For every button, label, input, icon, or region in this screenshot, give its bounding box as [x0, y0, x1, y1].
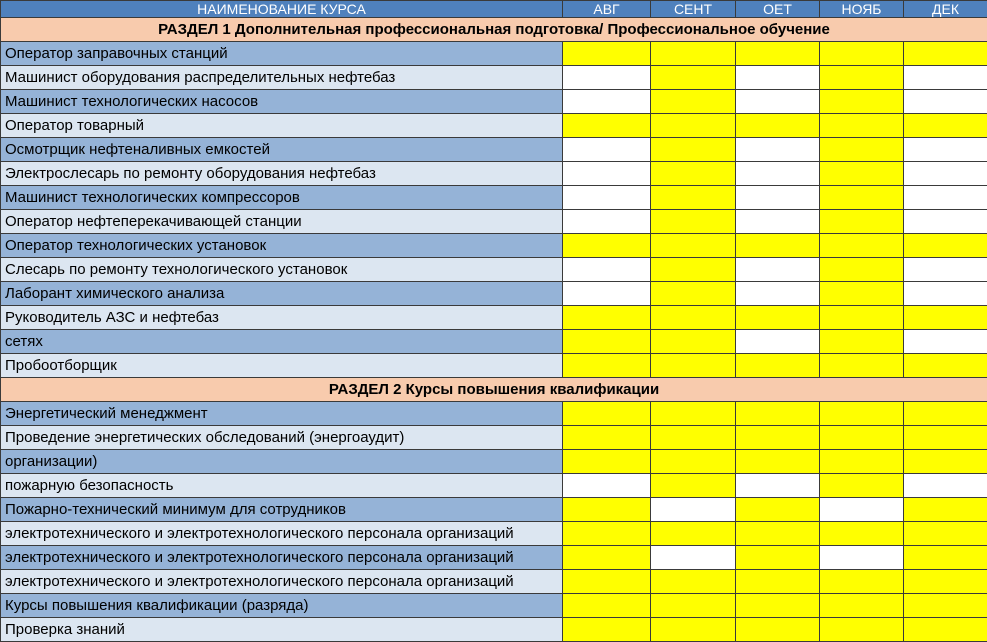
month-header-dec: ДЕК: [904, 1, 987, 18]
month-cell-scheduled: [904, 234, 987, 258]
month-cell-scheduled: [904, 522, 987, 546]
month-cell-empty: [904, 474, 987, 498]
month-cell-scheduled: [820, 186, 904, 210]
month-cell-scheduled: [904, 498, 987, 522]
course-row: [1, 354, 987, 378]
month-cell-empty: [736, 66, 820, 90]
course-row: [1, 282, 987, 306]
month-cell-scheduled: [563, 234, 651, 258]
month-cell-scheduled: [820, 594, 904, 618]
month-cell-scheduled: [563, 306, 651, 330]
course-name-cell: Курсы повышения квалификации (разряда): [1, 594, 563, 618]
month-cell-empty: [736, 282, 820, 306]
month-header-sep: СЕНТ: [651, 1, 736, 18]
course-row: [1, 522, 987, 546]
month-cell-empty: [736, 162, 820, 186]
month-cell-scheduled: [651, 402, 736, 426]
schedule-body: [1, 18, 987, 642]
month-cell-scheduled: [820, 282, 904, 306]
month-cell-scheduled: [736, 306, 820, 330]
month-cell-scheduled: [820, 234, 904, 258]
month-header-nov: НОЯБ: [820, 1, 904, 18]
course-name-cell: Машинист технологических компрессоров: [1, 186, 563, 210]
month-cell-scheduled: [651, 450, 736, 474]
month-cell-scheduled: [904, 570, 987, 594]
month-cell-scheduled: [563, 618, 651, 642]
course-name-cell: Проверка знаний: [1, 618, 563, 642]
month-cell-empty: [563, 186, 651, 210]
month-cell-scheduled: [820, 522, 904, 546]
month-cell-scheduled: [651, 354, 736, 378]
month-cell-scheduled: [651, 570, 736, 594]
course-name-cell: Машинист технологических насосов: [1, 90, 563, 114]
month-cell-scheduled: [820, 66, 904, 90]
month-cell-scheduled: [820, 90, 904, 114]
month-cell-empty: [904, 90, 987, 114]
month-cell-scheduled: [651, 234, 736, 258]
month-cell-empty: [563, 282, 651, 306]
section-title: РАЗДЕЛ 1 Дополнительная профессиональная подготовка/ Профессиональное обучение: [1, 18, 987, 42]
course-row: [1, 402, 987, 426]
course-row: [1, 450, 987, 474]
month-cell-scheduled: [651, 162, 736, 186]
month-cell-scheduled: [651, 114, 736, 138]
month-cell-scheduled: [904, 354, 987, 378]
month-cell-scheduled: [820, 306, 904, 330]
month-cell-scheduled: [904, 42, 987, 66]
month-cell-scheduled: [820, 330, 904, 354]
month-cell-empty: [904, 210, 987, 234]
month-cell-scheduled: [651, 66, 736, 90]
month-cell-empty: [736, 90, 820, 114]
month-cell-scheduled: [820, 210, 904, 234]
month-cell-scheduled: [563, 42, 651, 66]
course-name-cell: пожарную безопасность: [1, 474, 563, 498]
month-cell-scheduled: [563, 114, 651, 138]
course-name-cell: электротехнического и электротехнологического персонала организаций: [1, 570, 563, 594]
month-cell-scheduled: [820, 450, 904, 474]
month-cell-empty: [563, 474, 651, 498]
course-name-cell: Пожарно-технический минимум для сотрудников: [1, 498, 563, 522]
month-cell-scheduled: [820, 162, 904, 186]
course-name-cell: Слесарь по ремонту технологического установок: [1, 258, 563, 282]
month-cell-scheduled: [563, 498, 651, 522]
month-cell-scheduled: [736, 618, 820, 642]
month-cell-scheduled: [820, 42, 904, 66]
month-cell-scheduled: [651, 138, 736, 162]
course-row: [1, 546, 987, 570]
month-cell-scheduled: [651, 210, 736, 234]
course-name-cell: сетях: [1, 330, 563, 354]
month-cell-empty: [651, 546, 736, 570]
month-cell-scheduled: [736, 42, 820, 66]
month-cell-scheduled: [820, 258, 904, 282]
month-cell-scheduled: [736, 546, 820, 570]
month-cell-scheduled: [820, 114, 904, 138]
month-cell-scheduled: [651, 522, 736, 546]
course-row: [1, 426, 987, 450]
month-cell-scheduled: [651, 42, 736, 66]
course-row: [1, 306, 987, 330]
month-cell-empty: [736, 330, 820, 354]
month-cell-scheduled: [904, 618, 987, 642]
course-name-cell: Оператор заправочных станций: [1, 42, 563, 66]
course-row: [1, 66, 987, 90]
course-row: [1, 42, 987, 66]
month-cell-empty: [736, 210, 820, 234]
month-header-oct: ОЕТ: [736, 1, 820, 18]
month-cell-scheduled: [820, 138, 904, 162]
course-name-cell: Оператор технологических установок: [1, 234, 563, 258]
month-cell-scheduled: [651, 618, 736, 642]
course-row: [1, 498, 987, 522]
month-cell-scheduled: [736, 354, 820, 378]
month-cell-scheduled: [904, 426, 987, 450]
course-row: [1, 474, 987, 498]
month-cell-empty: [736, 258, 820, 282]
month-cell-scheduled: [904, 402, 987, 426]
course-row: [1, 594, 987, 618]
course-name-cell: электротехнического и электротехнологического персонала организаций: [1, 546, 563, 570]
section-title: РАЗДЕЛ 2 Курсы повышения квалификации: [1, 378, 987, 402]
month-cell-scheduled: [736, 498, 820, 522]
course-row: [1, 258, 987, 282]
month-cell-scheduled: [563, 522, 651, 546]
month-cell-empty: [563, 90, 651, 114]
month-cell-scheduled: [651, 258, 736, 282]
month-cell-empty: [904, 138, 987, 162]
month-cell-empty: [651, 498, 736, 522]
course-name-cell: Оператор товарный: [1, 114, 563, 138]
month-cell-empty: [904, 186, 987, 210]
month-cell-scheduled: [820, 570, 904, 594]
month-cell-scheduled: [563, 546, 651, 570]
month-cell-scheduled: [651, 282, 736, 306]
course-row: [1, 330, 987, 354]
course-row: [1, 162, 987, 186]
month-cell-scheduled: [736, 234, 820, 258]
month-cell-scheduled: [736, 594, 820, 618]
month-cell-empty: [736, 138, 820, 162]
month-cell-scheduled: [736, 522, 820, 546]
month-cell-scheduled: [820, 402, 904, 426]
month-cell-scheduled: [736, 570, 820, 594]
month-cell-scheduled: [736, 402, 820, 426]
month-cell-scheduled: [563, 426, 651, 450]
course-name-cell: Проведение энергетических обследований (энергоаудит): [1, 426, 563, 450]
course-name-cell: Оператор нефтеперекачивающей станции: [1, 210, 563, 234]
course-row: [1, 114, 987, 138]
month-cell-empty: [904, 162, 987, 186]
month-cell-scheduled: [563, 402, 651, 426]
month-cell-empty: [563, 210, 651, 234]
month-cell-scheduled: [651, 426, 736, 450]
course-row: [1, 210, 987, 234]
section-header-row: [1, 18, 987, 42]
course-name-cell: организации): [1, 450, 563, 474]
course-row: [1, 570, 987, 594]
month-cell-empty: [904, 258, 987, 282]
month-cell-scheduled: [736, 114, 820, 138]
month-cell-scheduled: [820, 354, 904, 378]
course-name-cell: Машинист оборудования распределительных нефтебаз: [1, 66, 563, 90]
course-row: [1, 618, 987, 642]
month-cell-scheduled: [651, 594, 736, 618]
month-header-aug: АВГ: [563, 1, 651, 18]
month-cell-scheduled: [904, 114, 987, 138]
month-cell-empty: [563, 258, 651, 282]
month-cell-scheduled: [904, 594, 987, 618]
course-name-cell: Лаборант химического анализа: [1, 282, 563, 306]
month-cell-scheduled: [820, 474, 904, 498]
month-cell-empty: [820, 546, 904, 570]
course-row: [1, 186, 987, 210]
course-name-header: НАИМЕНОВАНИЕ КУРСА: [1, 1, 563, 18]
month-cell-scheduled: [563, 330, 651, 354]
month-cell-scheduled: [651, 474, 736, 498]
month-cell-scheduled: [820, 426, 904, 450]
month-cell-scheduled: [563, 450, 651, 474]
course-name-cell: Пробоотборщик: [1, 354, 563, 378]
course-name-cell: Электрослесарь по ремонту оборудования нефтебаз: [1, 162, 563, 186]
month-cell-scheduled: [651, 186, 736, 210]
month-cell-scheduled: [651, 90, 736, 114]
course-row: [1, 90, 987, 114]
month-cell-scheduled: [904, 546, 987, 570]
month-cell-scheduled: [904, 450, 987, 474]
month-cell-empty: [563, 162, 651, 186]
month-cell-empty: [736, 186, 820, 210]
header-row: [1, 1, 987, 18]
course-name-cell: Осмотрщик нефтеналивных емкостей: [1, 138, 563, 162]
month-cell-scheduled: [736, 426, 820, 450]
month-cell-empty: [736, 474, 820, 498]
course-row: [1, 234, 987, 258]
month-cell-empty: [563, 138, 651, 162]
course-name-cell: электротехнического и электротехнологического персонала организаций: [1, 522, 563, 546]
month-cell-scheduled: [820, 618, 904, 642]
month-cell-empty: [904, 282, 987, 306]
month-cell-scheduled: [904, 306, 987, 330]
section-header-row: [1, 378, 987, 402]
month-cell-scheduled: [563, 354, 651, 378]
month-cell-scheduled: [563, 594, 651, 618]
course-name-cell: Энергетический менеджмент: [1, 402, 563, 426]
month-cell-scheduled: [651, 306, 736, 330]
month-cell-empty: [563, 66, 651, 90]
course-row: [1, 138, 987, 162]
month-cell-empty: [904, 66, 987, 90]
month-cell-scheduled: [563, 570, 651, 594]
month-cell-empty: [904, 330, 987, 354]
month-cell-empty: [820, 498, 904, 522]
month-cell-scheduled: [736, 450, 820, 474]
month-cell-scheduled: [651, 330, 736, 354]
course-name-cell: Руководитель АЗС и нефтебаз: [1, 306, 563, 330]
